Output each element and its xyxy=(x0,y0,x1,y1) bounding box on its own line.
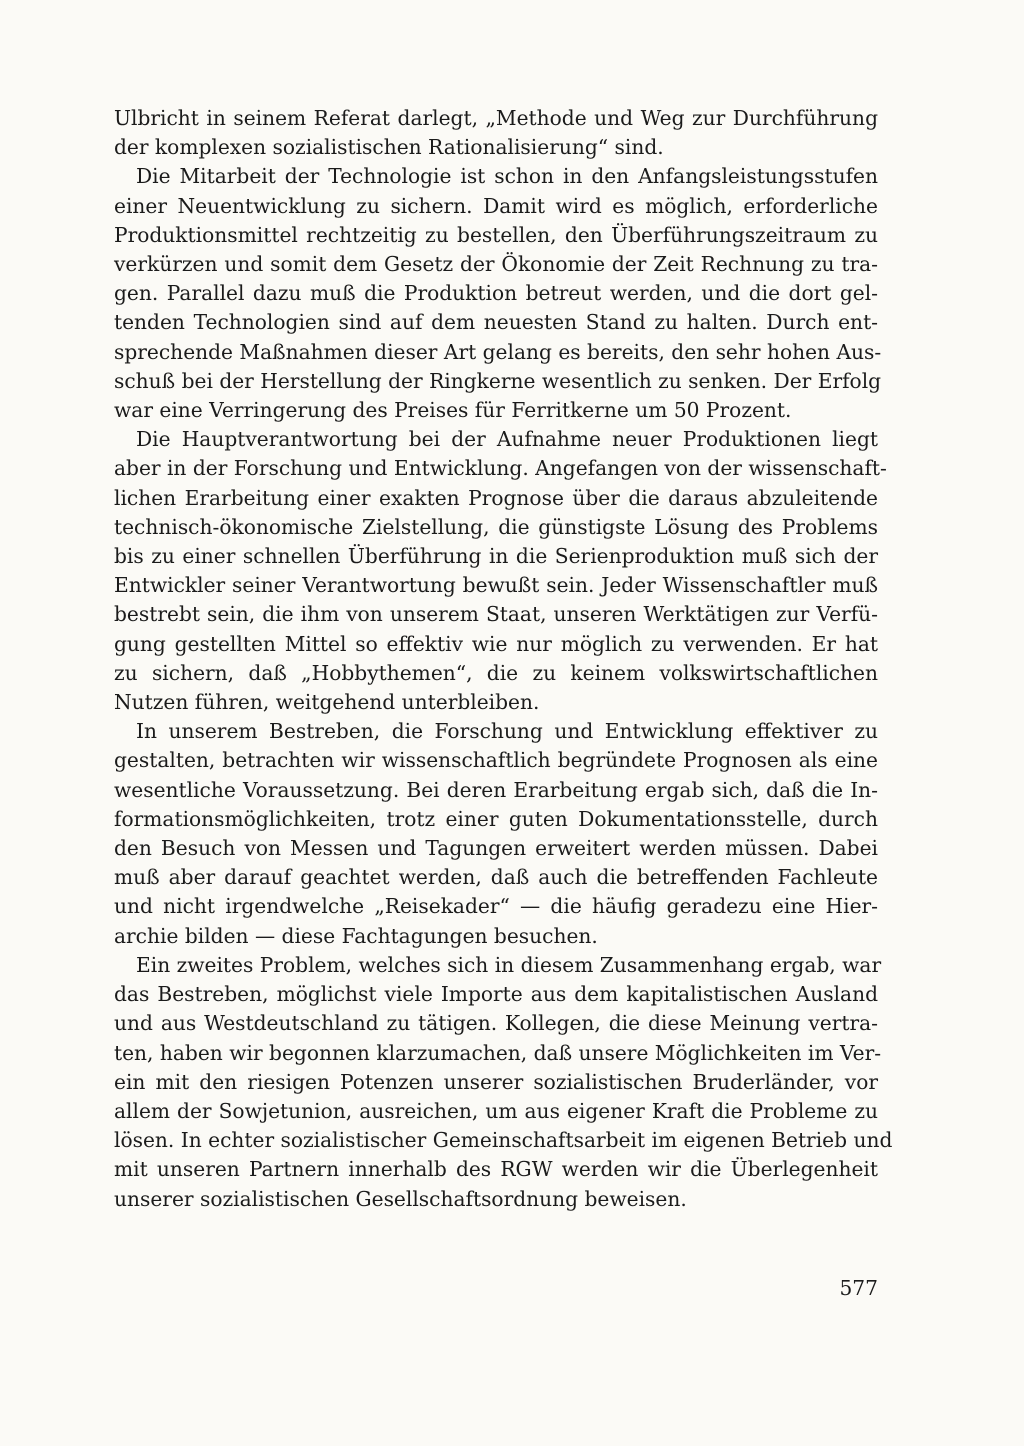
text-line: Ulbricht in seinem Referat darlegt, „Methode und Weg zur Durchführung xyxy=(114,106,878,130)
text-line: mit unseren Partnern innerhalb des RGW werden wir die Überlegenheit xyxy=(114,1157,878,1182)
text-line: allem der Sowjetunion, ausreichen, um aus eigener Kraft die Probleme zu xyxy=(114,1098,878,1123)
body-text xyxy=(114,104,893,1214)
text-line: wesentliche Voraussetzung. Bei deren Erarbeitung ergab sich, daß die In- xyxy=(114,777,878,802)
text-line: unserer sozialistischen Gesellschaftsordnung beweisen. xyxy=(114,1186,687,1211)
text-line: der komplexen sozialistischen Rationalisierung“ sind. xyxy=(114,135,664,160)
text-line: gung gestellten Mittel so effektiv wie nur möglich zu verwenden. Er hat xyxy=(114,631,878,656)
text-line: das Bestreben, möglichst viele Importe aus dem kapitalistischen Ausland xyxy=(114,982,878,1007)
text-line: ten, haben wir begonnen klarzumachen, daß unsere Möglichkeiten im Ver- xyxy=(114,1040,882,1065)
text-line: technisch-ökonomische Zielstellung, die günstigste Lösung des Problems xyxy=(114,514,878,539)
text-line: schuß bei der Herstellung der Ringkerne wesentlich zu senken. Der Erfolg xyxy=(114,368,882,393)
text-line: formationsmöglichkeiten, trotz einer guten Dokumentationsstelle, durch xyxy=(114,806,878,831)
text-line: den Besuch von Messen und Tagungen erweitert werden müssen. Dabei xyxy=(114,836,878,861)
text-line: gestalten, betrachten wir wissenschaftlich begründete Prognosen als eine xyxy=(114,748,878,773)
text-line: Die Mitarbeit der Technologie ist schon in den Anfangsleistungsstufen xyxy=(136,164,878,189)
text-line: Produktionsmittel rechtzeitig zu bestellen, den Überführungszeitraum zu xyxy=(114,222,878,247)
text-line: war eine Verringerung des Preises für Ferritkerne um 50 Prozent. xyxy=(114,398,792,423)
text-line: und nicht irgendwelche „Reisekader“ — die häufig geradezu eine Hier- xyxy=(114,894,878,919)
text-line: Die Hauptverantwortung bei der Aufnahme neuer Produktionen liegt xyxy=(136,427,878,452)
text-line: archie bilden — diese Fachtagungen besuchen. xyxy=(114,923,598,948)
text-line: einer Neuentwicklung zu sichern. Damit wird es möglich, erforderliche xyxy=(114,193,878,218)
text-line: tenden Technologien sind auf dem neuesten Stand zu halten. Durch ent- xyxy=(114,310,878,335)
text-line: gen. Parallel dazu muß die Produktion betreut werden, und die dort gel- xyxy=(114,281,878,306)
page-number: 577 xyxy=(839,1276,878,1300)
text-line: Ein zweites Problem, welches sich in diesem Zusammenhang ergab, war xyxy=(136,952,882,977)
text-line: Entwickler seiner Verantwortung bewußt sein. Jeder Wissenschaftler muß xyxy=(114,573,878,598)
text-line: bis zu einer schnellen Überführung in die Serienproduktion muß sich der xyxy=(114,544,878,569)
text-line: muß aber darauf geachtet werden, daß auch die betreffenden Fachleute xyxy=(114,865,878,890)
paragraph-4 xyxy=(114,717,878,951)
paragraph-1 xyxy=(114,104,878,162)
text-line: sprechende Maßnahmen dieser Art gelang es bereits, den sehr hohen Aus- xyxy=(114,339,882,364)
text-line: und aus Westdeutschland zu tätigen. Kollegen, die diese Meinung vertra- xyxy=(114,1011,878,1036)
text-line: In unserem Bestreben, die Forschung und Entwicklung effektiver zu xyxy=(136,719,878,744)
text-line: aber in der Forschung und Entwicklung. Angefangen von der wissenschaft- xyxy=(114,456,887,481)
text-line: bestrebt sein, die ihm von unserem Staat, unseren Werktätigen zur Verfü- xyxy=(114,602,878,627)
text-line: lichen Erarbeitung einer exakten Prognose über die daraus abzuleitende xyxy=(114,485,878,510)
text-line: zu sichern, daß „Hobbythemen“, die zu keinem volkswirtschaftlichen xyxy=(114,660,878,685)
text-line: lösen. In echter sozialistischer Gemeinschaftsarbeit im eigenen Betrieb und xyxy=(114,1128,893,1153)
paragraph-2 xyxy=(114,162,882,425)
paragraph-5 xyxy=(114,951,893,1214)
paragraph-3 xyxy=(114,425,887,717)
text-line: ein mit den riesigen Potenzen unserer sozialistischen Bruderländer, vor xyxy=(114,1069,878,1094)
text-line: verkürzen und somit dem Gesetz der Ökonomie der Zeit Rechnung zu tra- xyxy=(114,252,878,277)
text-line: Nutzen führen, weitgehend unterbleiben. xyxy=(114,690,540,715)
